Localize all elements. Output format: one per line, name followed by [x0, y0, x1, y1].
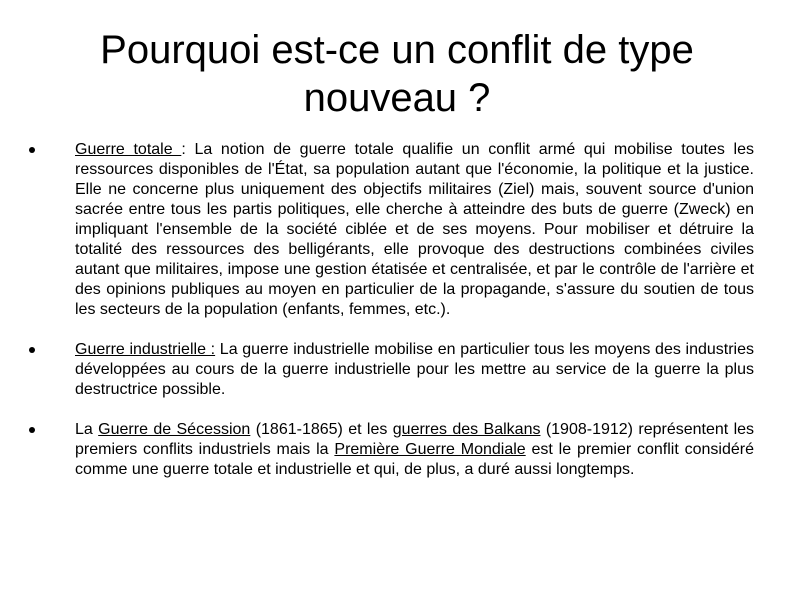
- link-premiere-guerre-mondiale[interactable]: Première Guerre Mondiale: [334, 441, 526, 458]
- definition-guerre-industrielle: La guerre industrielle mobilise en particulier tous les moyens des industries développées au cours de la guerre industrielle pour les mettre au service de la guerre la plus destructrice possible.: [75, 341, 755, 398]
- bullet-dot-icon: [29, 347, 35, 353]
- bullet-dot-icon: [29, 427, 35, 433]
- bullet-list: [22, 140, 754, 500]
- definition-guerre-totale: : La notion de guerre totale qualifie un conflit armé qui mobilise toutes les ressources disponibles de l'État, sa population autant que l'économie, la politique et la justice. Elle ne concerne plus uniquement des objectifs militaires (Ziel) mais, souvent source d'union sacrée entre tous les partis politiques, elle cherche à atteindre des buts de guerre (Zweck) en impliquant l'ensemble de la société ciblée et de ses moyens. Pour mobiliser et détruire la totalité des ressources des belligérants, elle provoque des destructions combinées civiles autant que militaires, impose une gestion étatisée et centralisée, et par le contrôle de l'arrière et des opinions publiques au moyen en particulier de la propagande, s'assure du soutien de tous les secteurs de la population (enfants, femmes, etc.).: [75, 141, 755, 318]
- bullet-dot-icon: [29, 147, 35, 153]
- title-line-2: nouveau ?: [303, 76, 491, 120]
- text-post: est le premier conflit considéré comme une guerre totale et industrielle et qui, de plus, a duré aussi longtemps.: [75, 441, 754, 478]
- link-guerres-des-balkans[interactable]: guerres des Balkans: [392, 421, 541, 438]
- text-pre: La: [75, 421, 99, 438]
- link-guerre-de-secession[interactable]: Guerre de Sécession: [98, 421, 251, 438]
- term-guerre-industrielle: Guerre industrielle :: [75, 341, 216, 358]
- title-line-1: Pourquoi est-ce un conflit de type: [100, 28, 694, 72]
- bullet-guerre-totale: [22, 140, 754, 320]
- bullet-guerre-industrielle: [22, 340, 754, 400]
- bullet-conflits-industriels: [22, 420, 754, 480]
- text-mid-1: (1861-1865) et les: [250, 421, 393, 438]
- term-guerre-totale: Guerre totale: [75, 141, 182, 158]
- text-mid-2: (1908-1912) représentent les premiers conflits industriels mais la: [75, 421, 755, 458]
- slide-title: [40, 26, 754, 122]
